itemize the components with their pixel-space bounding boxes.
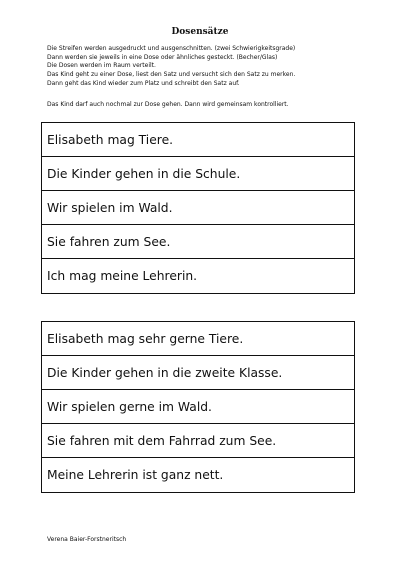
sentence-strip: Die Kinder gehen in die zweite Klasse. [42, 356, 354, 390]
sentence-strip: Sie fahren zum See. [42, 225, 354, 259]
sentence-strip: Sie fahren mit dem Fahrrad zum See. [42, 424, 354, 458]
sentence-strip: Wir spielen im Wald. [42, 191, 354, 225]
sentence-strips-easy [41, 122, 355, 294]
sentence-strip: Elisabeth mag Tiere. [42, 123, 354, 157]
sentence-strips-hard [41, 321, 355, 493]
sentence-strip: Die Kinder gehen in die Schule. [42, 157, 354, 191]
instruction-line: Dann werden sie jeweils in eine Dose oder ähnliches gesteckt. (Becher/Glas) [47, 53, 278, 61]
author-footer: Verena Baier-Forstneritsch [47, 536, 127, 543]
instruction-line: Das Kind geht zu einer Dose, liest den Satz und versucht sich den Satz zu merken. [47, 71, 296, 79]
instruction-line: Dann geht das Kind wieder zum Platz und schreibt den Satz auf. [47, 79, 240, 87]
instruction-line: Die Streifen werden ausgedruckt und ausgenschnitten. (zwei Schwierigkeitsgrade) [47, 45, 296, 52]
sentence-strip: Meine Lehrerin ist ganz nett. [47, 468, 224, 482]
page-title: Dosensätze [171, 27, 229, 37]
instruction-line: Die Dosen werden im Raum verteilt. [47, 62, 156, 70]
instructions [47, 45, 367, 89]
instruction-note: Das Kind darf auch nochmal zur Dose gehen. Dann wird gemeinsam kontrolliert. [47, 101, 289, 108]
sentence-strip: Wir spielen gerne im Wald. [42, 390, 354, 424]
sentence-strip: Elisabeth mag sehr gerne Tiere. [42, 322, 354, 356]
sentence-strip: Ich mag meine Lehrerin. [47, 269, 198, 283]
